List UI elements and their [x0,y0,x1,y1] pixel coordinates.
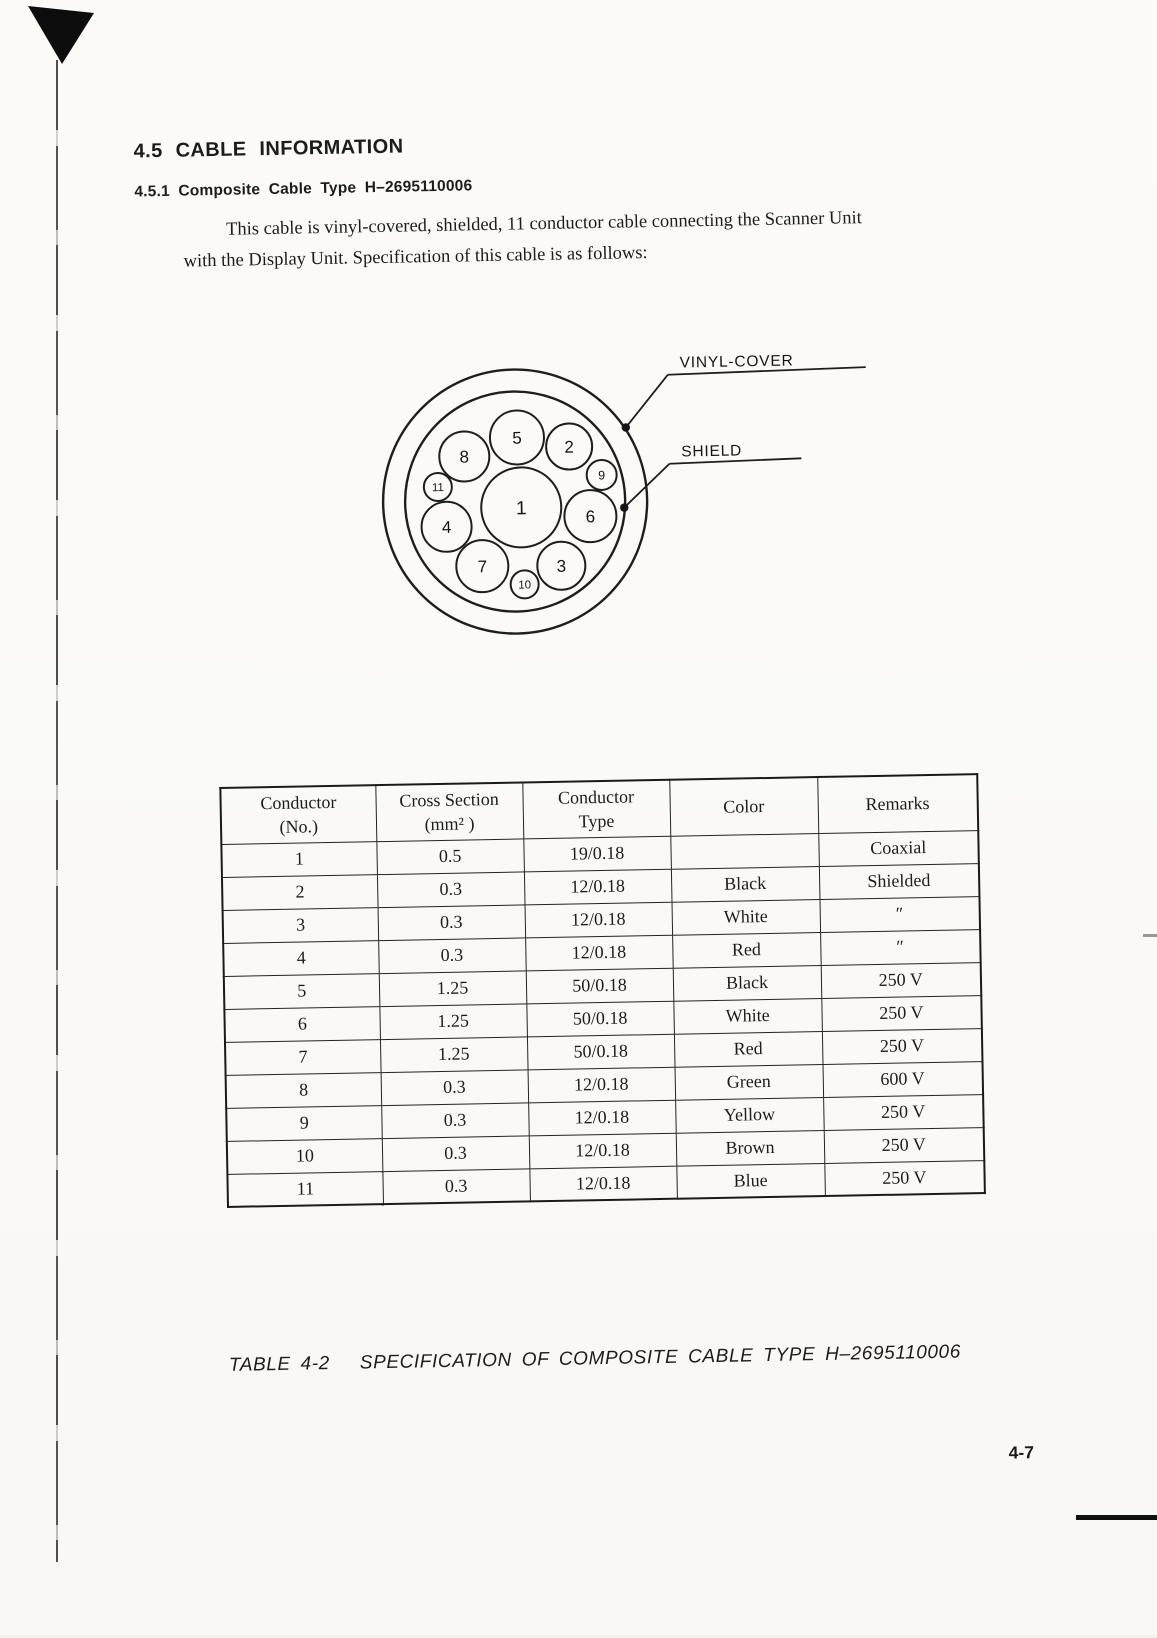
table-cell: ″ [820,929,981,965]
table-body [221,830,985,1207]
table-cell: Red [672,932,821,968]
table-cell [670,833,819,869]
table-cell: 11 [227,1171,383,1207]
table-cell: 250 V [824,1160,985,1196]
table-cell: 0.3 [378,904,526,940]
table-cell: 12/0.18 [529,1133,677,1169]
table-cell: 250 V [822,1028,983,1064]
table-cell: Yellow [675,1097,824,1133]
table-cell: 19/0.18 [523,836,671,872]
conductor-number-6: 6 [585,507,596,527]
table-cell: 250 V [821,962,982,998]
table-cell: Coaxial [818,830,979,866]
table-caption [229,1340,1019,1376]
table-cell: 12/0.18 [529,1166,677,1202]
table-cell: Blue [676,1163,825,1199]
table-cell: Black [671,866,820,902]
table-cell: 10 [227,1138,383,1174]
conductor-circle-10 [510,570,539,599]
cable-cross-section-diagram [371,342,911,657]
conductor-circle-11 [424,473,453,502]
conductor-circles [419,409,618,601]
table-cell: 600 V [822,1061,983,1097]
conductor-number-3: 3 [556,556,567,576]
conductor-number-11: 11 [431,481,444,495]
section-heading: 4.5 CABLE INFORMATION [133,135,404,163]
intro-paragraph [183,200,1016,277]
conductor-circle-9 [586,460,617,491]
table-cell: 5 [224,973,380,1009]
conductor-number-1: 1 [515,498,527,520]
conductor-circle-7 [456,540,509,593]
leader-lines [622,367,868,507]
header-line: Remarks [865,793,930,815]
table-cell: 3 [223,907,379,943]
conductor-circle-6 [564,490,617,543]
table-cell: 0.3 [381,1102,529,1138]
table-cell: 4 [223,940,379,976]
table-cell: 0.3 [382,1168,530,1204]
table-cell: 12/0.18 [528,1100,676,1136]
table-cell: 1.25 [379,970,527,1006]
paragraph-line-1: This cable is vinyl-covered, shielded, 11 conductor cable connecting the Scanner Unit [225,208,862,240]
table-cell: 0.3 [378,937,526,973]
header-line: (No.) [279,816,319,838]
cable-spec-table [219,773,986,1208]
conductor-circle-8 [439,431,490,482]
column-header-conductor-no [220,785,376,844]
table-cell: 12/0.18 [525,935,673,971]
table-cell: 2 [222,874,378,910]
table-cell: Black [673,965,822,1001]
conductor-number-10: 10 [518,579,532,592]
table-caption-text: SPECIFICATION OF COMPOSITE CABLE TYPE H–2695110006 [359,1341,962,1374]
column-header-remarks [817,774,978,833]
conductor-number-2: 2 [564,437,575,457]
conductor-number-9: 9 [598,468,606,483]
table-cell: 6 [224,1006,380,1042]
table-cell: 7 [225,1039,381,1075]
table-cell: 250 V [823,1094,984,1130]
table-cell: 1 [221,841,377,877]
table-cell: 0.3 [377,871,525,907]
vinyl-cover-leader-line [625,375,669,428]
table-cell: Green [675,1064,824,1100]
header-line: Type [578,811,615,832]
table-cell: ″ [819,896,980,932]
table-cell: 8 [226,1072,382,1108]
conductor-circle-2 [546,423,593,470]
table-cell: 250 V [824,1127,985,1163]
table-cell: 50/0.18 [526,1001,674,1037]
conductor-circle-1 [481,467,562,548]
column-header-cross-section [375,782,523,841]
page-number: 4-7 [1008,1442,1035,1463]
table-cell: 0.3 [382,1135,530,1171]
table-cell: 1.25 [379,1003,527,1039]
conductor-circle-5 [489,410,544,465]
conductor-circle-4 [421,501,472,552]
table-cell: 50/0.18 [526,968,674,1004]
table-cell: Brown [676,1130,825,1166]
column-header-conductor-type [522,780,670,839]
header-line: Color [723,796,765,818]
vinyl-cover-label: VINYL-COVER [679,352,794,372]
header-line: Conductor [260,792,337,814]
table-cell: White [673,998,822,1034]
table-cell: 50/0.18 [527,1034,675,1070]
conductor-number-5: 5 [512,428,522,448]
table-cell: 250 V [821,995,982,1031]
table-cell: White [671,899,820,935]
table-cell: 12/0.18 [525,902,673,938]
table-cell: 12/0.18 [524,869,672,905]
paragraph-line-2: with the Display Unit. Specification of this cable is as follows: [183,243,648,272]
table-cell: 1.25 [380,1036,528,1072]
header-line: Cross Section [399,789,500,811]
table-cell: Red [674,1031,823,1067]
shield-label: SHIELD [681,442,743,461]
conductor-number-4: 4 [441,517,452,538]
column-header-color [669,777,818,836]
conductor-number-7: 7 [477,557,488,577]
conductor-circle-3 [537,541,586,590]
table-cell: Shielded [819,863,980,899]
table-caption-label: TABLE 4-2 [228,1353,331,1376]
header-line: Conductor [557,786,635,809]
table-cell: 0.5 [376,838,524,874]
table-cell: 9 [226,1105,382,1141]
subsection-heading: 4.5.1 Composite Cable Type H–2695110006 [134,177,473,201]
header-line: (mm² ) [424,813,475,835]
table-cell: 12/0.18 [528,1067,676,1103]
conductor-number-8: 8 [459,447,470,467]
table-cell: 0.3 [381,1069,529,1105]
